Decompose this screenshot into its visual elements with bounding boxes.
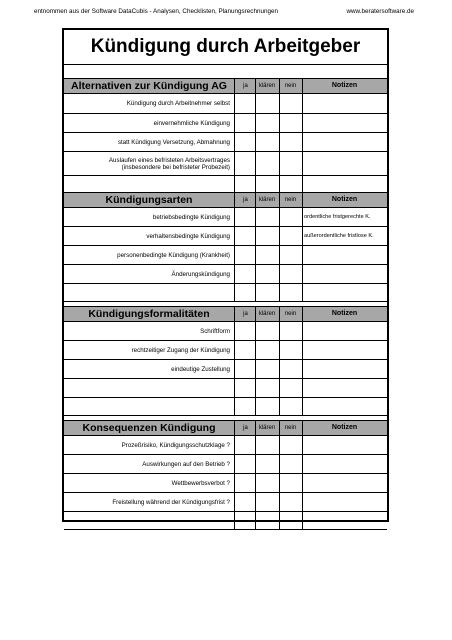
checklist-row xyxy=(64,398,387,416)
check-cell-nein[interactable] xyxy=(279,379,302,397)
column-header-nein: nein xyxy=(284,83,297,89)
grid-line xyxy=(234,420,235,530)
row-label xyxy=(64,246,232,264)
row-label xyxy=(64,176,232,193)
grid-line xyxy=(302,192,303,302)
row-label-text: personenbedingte Kündigung (Krankheit) xyxy=(117,251,230,259)
notes-cell[interactable] xyxy=(302,114,387,132)
notes-cell[interactable] xyxy=(302,284,387,301)
column-header-notizen: Notizen xyxy=(331,196,358,203)
column-header-notizen: Notizen xyxy=(331,424,358,431)
check-cell-ja[interactable] xyxy=(236,398,255,415)
column-header-nein: nein xyxy=(284,197,297,203)
check-cell-nein[interactable] xyxy=(279,114,302,132)
grid-line xyxy=(279,192,280,302)
check-cell-ja[interactable] xyxy=(236,379,255,397)
column-header-klaeren: klären xyxy=(258,425,276,431)
check-cell-ja[interactable] xyxy=(236,322,255,340)
grid-line xyxy=(234,306,235,416)
notes-cell[interactable] xyxy=(302,152,387,175)
row-label-text: eindeutige Zustellung xyxy=(171,365,230,373)
row-label-text: Prozeßrisiko, Kündigungsschutzklage ? xyxy=(121,441,230,449)
check-cell-klaeren[interactable] xyxy=(255,284,279,301)
row-label xyxy=(64,114,232,132)
checklist-row xyxy=(64,512,387,530)
row-label xyxy=(64,455,232,473)
grid-line xyxy=(279,78,280,194)
check-cell-nein[interactable] xyxy=(279,246,302,264)
grid-line xyxy=(255,420,256,530)
checklist-row xyxy=(64,322,387,341)
row-label-text: verhaltensbedingte Kündigung xyxy=(146,232,230,240)
section-title: Konsequenzen Kündigung xyxy=(82,422,216,434)
notes-cell[interactable] xyxy=(302,246,387,264)
section-header xyxy=(64,192,387,208)
row-label xyxy=(64,152,232,175)
check-cell-klaeren[interactable] xyxy=(255,322,279,340)
check-cell-nein[interactable] xyxy=(279,398,302,415)
row-label xyxy=(64,265,232,283)
row-label-text: Auslaufen eines befristeten Arbeitsvertrages (insbesondere bei befristeter Probezeit) xyxy=(108,156,230,171)
section-title: Kündigungsarten xyxy=(105,194,193,206)
check-cell-nein[interactable] xyxy=(279,265,302,283)
notes-cell[interactable] xyxy=(302,133,387,151)
section-header xyxy=(64,78,387,94)
check-cell-ja[interactable] xyxy=(236,246,255,264)
row-label xyxy=(64,474,232,492)
checklist-row xyxy=(64,455,387,474)
check-cell-ja[interactable] xyxy=(236,133,255,151)
check-cell-klaeren[interactable] xyxy=(255,398,279,415)
grid-line xyxy=(302,78,303,194)
grid-line xyxy=(255,306,256,416)
check-cell-nein[interactable] xyxy=(279,512,302,529)
check-cell-ja[interactable] xyxy=(236,493,255,511)
section-title: Alternativen zur Kündigung AG xyxy=(71,80,227,92)
notes-cell[interactable] xyxy=(302,322,387,340)
check-cell-nein[interactable] xyxy=(279,322,302,340)
row-label-text: Wettbewerbsverbot ? xyxy=(171,479,230,487)
row-label-text: Schriftform xyxy=(200,327,230,335)
row-label xyxy=(64,322,232,340)
check-cell-klaeren[interactable] xyxy=(255,176,279,193)
header-source-text: entnommen aus der Software DataCubis - Analysen, Checklisten, Planungsrechnungen xyxy=(34,8,278,15)
check-cell-ja[interactable] xyxy=(236,114,255,132)
notes-cell[interactable] xyxy=(302,474,387,492)
checklist-row xyxy=(64,474,387,493)
check-cell-ja[interactable] xyxy=(236,265,255,283)
row-label-text: statt Kündigung Versetzung, Abmahnung xyxy=(117,138,230,146)
grid-line xyxy=(302,420,303,530)
column-header-ja: ja xyxy=(243,197,248,203)
check-cell-ja[interactable] xyxy=(236,455,255,473)
checklist-row xyxy=(64,94,387,114)
check-cell-ja[interactable] xyxy=(236,474,255,492)
row-label-text: betriebsbedingte Kündigung xyxy=(152,213,230,221)
row-label xyxy=(64,436,232,454)
column-header-nein: nein xyxy=(284,311,297,317)
checklist-row xyxy=(64,379,387,398)
checklist-row xyxy=(64,227,387,246)
column-header-klaeren: klären xyxy=(258,197,276,203)
check-cell-klaeren[interactable] xyxy=(255,208,279,226)
checklist-row xyxy=(64,133,387,152)
check-cell-klaeren[interactable] xyxy=(255,94,279,113)
checklist-row xyxy=(64,265,387,284)
header-website-text: www.beratersoftware.de xyxy=(346,8,414,15)
checklist-row xyxy=(64,246,387,265)
row-label xyxy=(64,284,232,301)
notes-cell[interactable] xyxy=(302,265,387,283)
check-cell-klaeren[interactable] xyxy=(255,493,279,511)
row-label xyxy=(64,227,232,245)
notes-cell[interactable] xyxy=(302,493,387,511)
check-cell-nein[interactable] xyxy=(279,493,302,511)
check-cell-ja[interactable] xyxy=(236,436,255,454)
column-header-notizen: Notizen xyxy=(331,310,358,317)
grid-line xyxy=(302,306,303,416)
notes-cell[interactable] xyxy=(302,398,387,415)
check-cell-nein[interactable] xyxy=(279,360,302,378)
notes-cell[interactable] xyxy=(302,176,387,193)
check-cell-klaeren[interactable] xyxy=(255,341,279,359)
check-cell-nein[interactable] xyxy=(279,341,302,359)
page-header xyxy=(0,8,452,18)
row-label-text: einvernehmliche Kündigung xyxy=(153,119,230,127)
column-header-ja: ja xyxy=(243,425,248,431)
row-label xyxy=(64,94,232,113)
column-header-ja: ja xyxy=(243,311,248,317)
notes-cell[interactable] xyxy=(302,436,387,454)
check-cell-nein[interactable] xyxy=(279,436,302,454)
checklist-row xyxy=(64,152,387,176)
notes-cell[interactable]: ordentliche fristgerechte K. xyxy=(304,214,371,220)
check-cell-nein[interactable] xyxy=(279,152,302,175)
check-cell-ja[interactable] xyxy=(236,176,255,193)
section-title: Kündigungsformalitäten xyxy=(88,308,210,320)
row-label-text: Auswirkungen auf den Betrieb ? xyxy=(142,460,230,468)
page-title: Kündigung durch Arbeitgeber xyxy=(64,30,387,65)
check-cell-klaeren[interactable] xyxy=(255,114,279,132)
checklist-row xyxy=(64,114,387,133)
check-cell-klaeren[interactable] xyxy=(255,152,279,175)
row-label xyxy=(64,208,232,226)
row-label-text: Freistellung während der Kündigungsfrist ? xyxy=(112,498,230,506)
check-cell-ja[interactable] xyxy=(236,227,255,245)
grid-line xyxy=(255,78,256,194)
row-label xyxy=(64,341,232,359)
checklist-row xyxy=(64,493,387,512)
check-cell-nein[interactable] xyxy=(279,455,302,473)
checklist-frame xyxy=(62,28,389,522)
notes-cell[interactable] xyxy=(302,512,387,529)
section-header xyxy=(64,420,387,436)
column-header-klaeren: klären xyxy=(258,311,276,317)
notes-cell[interactable] xyxy=(302,455,387,473)
check-cell-ja[interactable] xyxy=(236,360,255,378)
check-cell-klaeren[interactable] xyxy=(255,436,279,454)
check-cell-klaeren[interactable] xyxy=(255,265,279,283)
check-cell-ja[interactable] xyxy=(236,208,255,226)
row-label xyxy=(64,493,232,511)
check-cell-klaeren[interactable] xyxy=(255,246,279,264)
check-cell-nein[interactable] xyxy=(279,474,302,492)
row-label xyxy=(64,379,232,397)
notes-cell[interactable] xyxy=(302,379,387,397)
check-cell-klaeren[interactable] xyxy=(255,379,279,397)
row-label xyxy=(64,133,232,151)
column-header-klaeren: klären xyxy=(258,83,276,89)
checklist-row xyxy=(64,208,387,227)
notes-cell[interactable] xyxy=(302,360,387,378)
column-header-ja: ja xyxy=(243,83,248,89)
check-cell-klaeren[interactable] xyxy=(255,474,279,492)
check-cell-nein[interactable] xyxy=(279,176,302,193)
checklist-row xyxy=(64,284,387,302)
checklist-row xyxy=(64,360,387,379)
section-header xyxy=(64,306,387,322)
column-header-nein: nein xyxy=(284,425,297,431)
check-cell-klaeren[interactable] xyxy=(255,455,279,473)
check-cell-nein[interactable] xyxy=(279,208,302,226)
check-cell-ja[interactable] xyxy=(236,341,255,359)
notes-cell[interactable] xyxy=(302,341,387,359)
notes-cell[interactable]: außerordentliche fristlose K. xyxy=(304,233,374,239)
row-label xyxy=(64,512,232,529)
row-label xyxy=(64,398,232,415)
check-cell-nein[interactable] xyxy=(279,94,302,113)
check-cell-nein[interactable] xyxy=(279,227,302,245)
row-label-text: rechtzeitiger Zugang der Kündigung xyxy=(131,346,230,354)
check-cell-klaeren[interactable] xyxy=(255,133,279,151)
column-header-notizen: Notizen xyxy=(331,82,358,89)
notes-cell[interactable] xyxy=(302,94,387,113)
check-cell-klaeren[interactable] xyxy=(255,227,279,245)
check-cell-klaeren[interactable] xyxy=(255,360,279,378)
check-cell-ja[interactable] xyxy=(236,94,255,113)
check-cell-klaeren[interactable] xyxy=(255,512,279,529)
row-label xyxy=(64,360,232,378)
checklist-row xyxy=(64,341,387,360)
grid-line xyxy=(234,78,235,194)
grid-line xyxy=(255,192,256,302)
check-cell-nein[interactable] xyxy=(279,284,302,301)
row-label-text: Kündigung durch Arbeitnehmer selbst xyxy=(126,100,230,107)
grid-line xyxy=(279,420,280,530)
check-cell-ja[interactable] xyxy=(236,284,255,301)
check-cell-ja[interactable] xyxy=(236,152,255,175)
check-cell-ja[interactable] xyxy=(236,512,255,529)
grid-line xyxy=(234,192,235,302)
row-label-text: Änderungskündigung xyxy=(171,270,230,278)
check-cell-nein[interactable] xyxy=(279,133,302,151)
grid-line xyxy=(279,306,280,416)
checklist-row xyxy=(64,436,387,455)
